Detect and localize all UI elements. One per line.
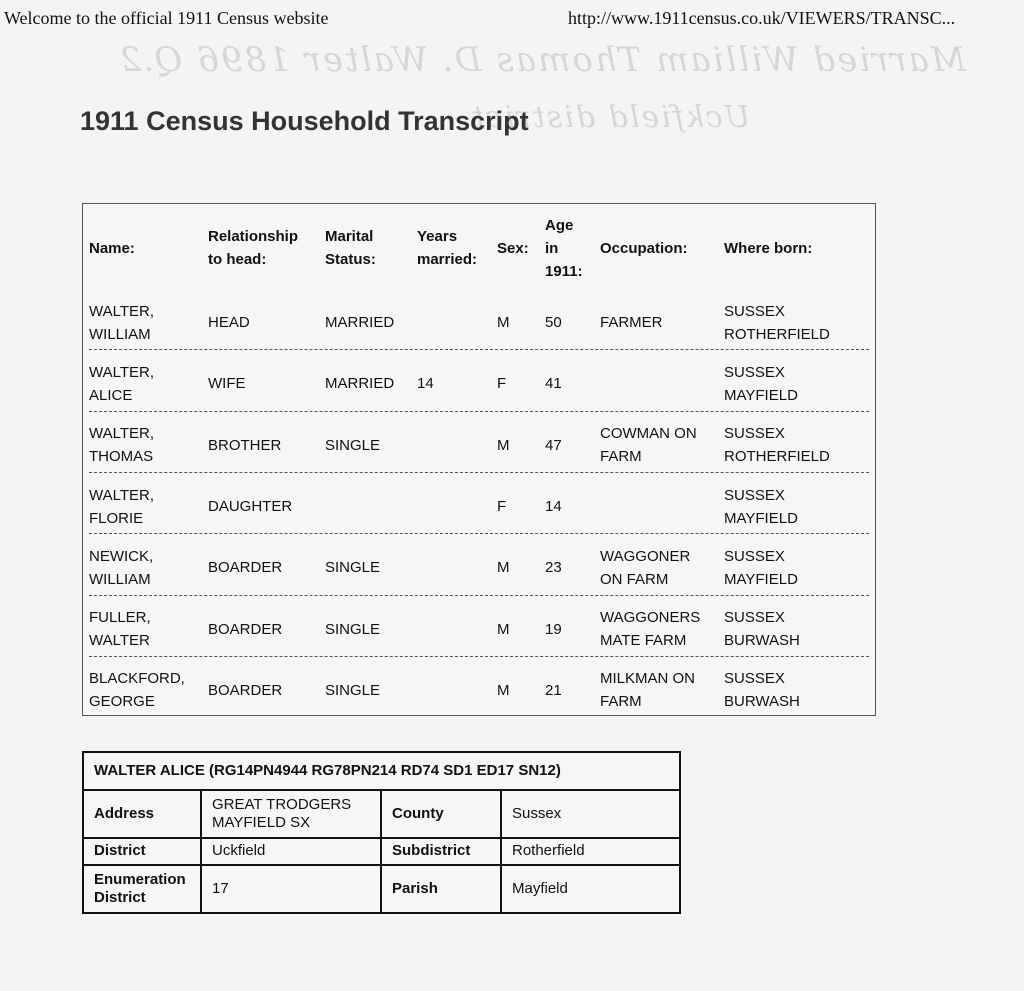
row-2-marital [325,434,380,457]
row-divider [89,595,869,596]
address-value [201,790,381,838]
header-born [724,237,812,260]
row-2-name [89,422,154,468]
header-years-line: married: [417,251,478,268]
row-3-age [545,495,562,518]
header-age-line: Age [545,216,574,234]
header-name [89,237,135,260]
row-4-marital-line: SINGLE [325,559,381,577]
row-6-age-line: 21 [545,681,562,699]
row-5-age [545,618,562,641]
row-4-born-line: MAYFIELD [724,570,798,588]
row-5-occupation-line: WAGGONERS [600,609,701,627]
row-1-marital [325,372,394,395]
row-1-sex-line: F [497,375,507,393]
header-marital-line: Marital [325,228,374,245]
header-marital-line: Status: [325,251,376,268]
row-6-born-line: BURWASH [724,693,800,711]
row-2-born [724,422,830,468]
header-relationship-line: Relationship [208,228,299,245]
row-divider [89,656,869,657]
row-6-occupation-line: MILKMAN ON [600,670,696,688]
row-4-marital [325,556,380,579]
enumeration-label-line-1: Enumeration [94,871,186,889]
household-table [82,203,876,716]
row-2-occupation [600,422,697,468]
row-2-name-line: WALTER, [89,425,155,443]
row-4-name [89,545,153,591]
header-relationship-line: to head: [208,251,267,268]
row-6-occupation-line: FARM [600,693,642,711]
header-years-line: Years [417,228,458,245]
row-2-born-line: ROTHERFIELD [724,448,830,466]
row-3-born-line: MAYFIELD [724,509,798,527]
row-0-age [545,311,562,334]
row-divider [89,472,869,473]
header-age-line: 1911: [545,262,583,280]
row-6-sex-line: M [497,681,510,699]
row-5-born-line: SUSSEX [724,609,785,627]
header-born-line: Where born: [724,239,813,257]
page-title: 1911 Census Household Transcript [80,106,529,136]
row-4-relationship [208,556,282,579]
row-4-occupation-line: WAGGONER [600,547,691,565]
header-name-line: Name: [89,239,135,257]
row-6-name [89,667,185,713]
row-3-name-line: WALTER, [89,486,155,504]
row-0-occupation-line: FARMER [600,314,663,332]
row-1-born-line: MAYFIELD [724,386,798,404]
row-0-born-line: SUSSEX [724,302,785,320]
row-2-marital-line: SINGLE [325,436,381,454]
row-1-born-line: SUSSEX [724,363,785,381]
header-marital [325,225,376,271]
header-occupation [600,237,688,260]
row-6-age [545,679,562,702]
row-1-age [545,372,562,395]
row-3-name [89,484,154,530]
row-1-name [89,361,154,407]
row-6-born-line: SUSSEX [724,670,785,688]
bleed-through-handwriting-line2: Uckfield district [470,100,751,135]
row-6-marital-line: SINGLE [325,681,381,699]
row-2-sex [497,434,510,457]
row-0-occupation [600,311,663,334]
address-line-2: MAYFIELD SX [212,813,311,831]
row-3-relationship-line: DAUGHTER [208,498,293,516]
row-0-marital-line: MARRIED [325,314,395,332]
row-5-marital-line: SINGLE [325,620,381,638]
row-6-born [724,667,800,713]
row-divider [89,349,869,350]
row-3-sex-line: F [497,498,507,516]
enumeration-label [83,865,201,913]
row-4-born [724,545,798,591]
row-1-relationship-line: WIFE [208,375,246,393]
row-6-relationship-line: BOARDER [208,681,283,699]
summary-caption: WALTER ALICE (RG14PN4944 RG78PN214 RD74 SD1 ED17 SN12) [83,752,680,790]
row-4-sex [497,556,510,579]
row-1-age-line: 41 [545,375,562,393]
header-sex [497,237,529,260]
address-label: Address [83,790,201,838]
row-5-name-line: WALTER [89,632,150,650]
parish-label: Parish [381,865,501,913]
row-5-relationship-line: BOARDER [208,620,283,638]
row-4-age [545,556,562,579]
county-label: County [381,790,501,838]
row-5-sex-line: M [497,620,510,638]
row-3-born [724,484,798,530]
row-1-relationship [208,372,246,395]
row-5-born-line: BURWASH [724,632,800,650]
row-0-name [89,300,154,346]
row-5-sex [497,618,510,641]
browser-header-title: Welcome to the official 1911 Census website [4,8,329,28]
header-years [417,225,477,271]
row-4-occupation [600,545,690,591]
district-value: Uckfield [201,838,381,865]
row-5-name-line: FULLER, [89,609,151,627]
row-6-name-line: GEORGE [89,693,155,711]
row-1-name-line: ALICE [89,386,133,404]
row-3-sex [497,495,506,518]
row-5-name [89,606,151,652]
district-label: District [83,838,201,865]
row-4-sex-line: M [497,559,510,577]
browser-header-url: http://www.1911census.co.uk/VIEWERS/TRANSC... [568,8,956,28]
row-2-sex-line: M [497,436,510,454]
row-2-born-line: SUSSEX [724,425,785,443]
row-3-born-line: SUSSEX [724,486,785,504]
row-4-born-line: SUSSEX [724,547,785,565]
row-6-occupation [600,667,695,713]
row-2-occupation-line: FARM [600,448,642,466]
row-1-sex [497,372,506,395]
row-0-name-line: WILLIAM [89,325,151,343]
bleed-through-handwriting-line1: Married William Thomas D. Walter 1896 Q.2 [118,40,966,80]
row-2-occupation-line: COWMAN ON [600,425,697,443]
row-5-born [724,606,800,652]
row-0-sex-line: M [497,314,510,332]
row-5-age-line: 19 [545,620,562,638]
row-6-relationship [208,679,282,702]
row-4-relationship-line: BOARDER [208,559,283,577]
subdistrict-label: Subdistrict [381,838,501,865]
row-3-age-line: 14 [545,498,562,516]
row-2-name-line: THOMAS [89,448,154,466]
row-6-marital [325,679,380,702]
row-0-relationship-line: HEAD [208,314,250,332]
row-0-name-line: WALTER, [89,302,155,320]
row-0-born-line: ROTHERFIELD [724,325,830,343]
row-4-occupation-line: ON FARM [600,570,669,588]
summary-table [82,751,681,914]
row-3-name-line: FLORIE [89,509,144,527]
row-0-relationship [208,311,250,334]
row-2-age-line: 47 [545,436,562,454]
row-2-relationship [208,434,281,457]
row-1-name-line: WALTER, [89,363,155,381]
header-sex-line: Sex: [497,239,529,257]
row-0-sex [497,311,510,334]
row-5-marital [325,618,380,641]
row-2-age [545,434,562,457]
row-1-years [417,372,434,395]
row-3-relationship [208,495,292,518]
enumeration-value: 17 [201,865,381,913]
row-6-sex [497,679,510,702]
row-0-age-line: 50 [545,314,562,332]
subdistrict-value: Rotherfield [501,838,680,865]
header-occupation-line: Occupation: [600,239,688,257]
address-line-1: GREAT TRODGERS [212,795,352,813]
row-5-occupation-line: MATE FARM [600,632,687,650]
row-4-name-line: NEWICK, [89,547,154,565]
row-2-relationship-line: BROTHER [208,436,282,454]
row-0-marital [325,311,394,334]
header-age [545,214,583,283]
header-age-line: in [545,239,559,257]
enumeration-label-line-2: District [94,889,146,907]
row-0-born [724,300,830,346]
row-1-born [724,361,798,407]
row-1-marital-line: MARRIED [325,375,395,393]
row-5-occupation [600,606,700,652]
county-value: Sussex [501,790,680,838]
row-4-age-line: 23 [545,559,562,577]
parish-value: Mayfield [501,865,680,913]
row-1-years-line: 14 [417,375,434,393]
row-6-name-line: BLACKFORD, [89,670,185,688]
row-divider [89,533,869,534]
header-relationship [208,225,298,271]
row-5-relationship [208,618,282,641]
row-4-name-line: WILLIAM [89,570,151,588]
row-divider [89,411,869,412]
